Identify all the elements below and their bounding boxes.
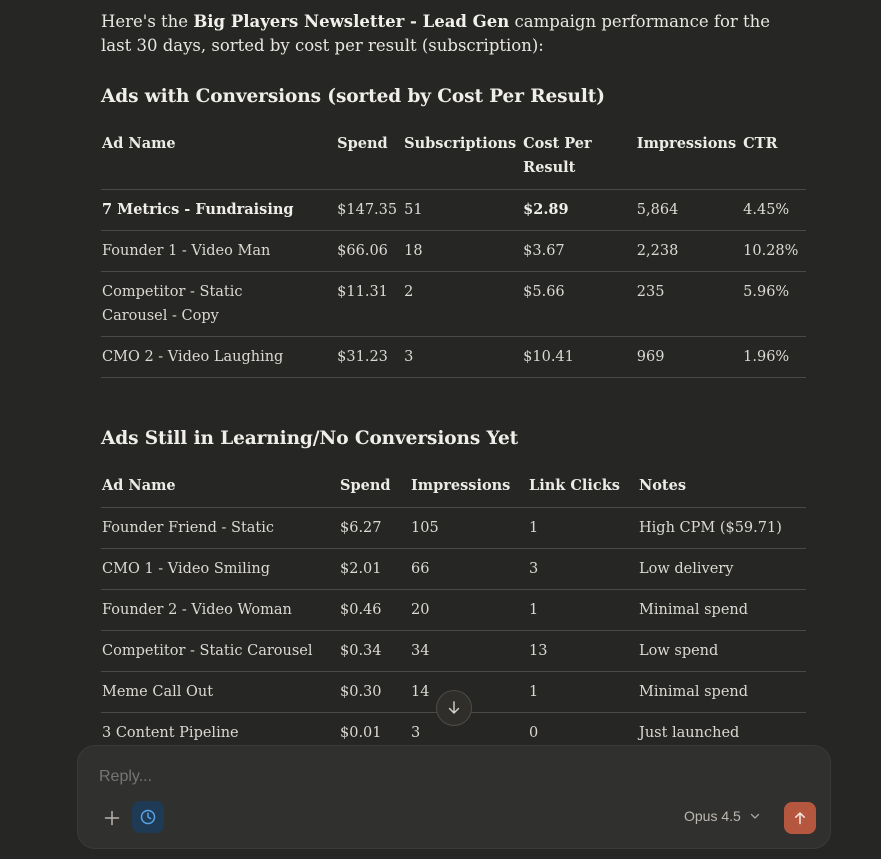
- cell-spend: $147.35: [336, 189, 403, 230]
- cell-ad-name: Founder Friend - Static: [101, 507, 339, 548]
- col-subscriptions: Subscriptions: [404, 135, 517, 152]
- cell-ad-name: CMO 1 - Video Smiling: [101, 548, 339, 589]
- history-toggle-button[interactable]: [132, 801, 164, 833]
- cell-notes: High CPM ($59.71): [638, 507, 806, 548]
- col-notes: Notes: [639, 477, 687, 494]
- cell-cost-per-result: $3.67: [522, 230, 636, 271]
- cell-cost-per-result: $10.41: [522, 336, 636, 377]
- cell-impressions: 969: [636, 336, 742, 377]
- table-header-row: [101, 474, 806, 507]
- col-impressions: Impressions: [636, 135, 737, 152]
- cell-spend: $11.31: [336, 271, 403, 336]
- cell-spend: $2.01: [339, 548, 410, 589]
- cell-ad-name: CMO 2 - Video Laughing: [101, 336, 336, 377]
- cell-ad-name: 7 Metrics - Fundraising: [101, 189, 336, 230]
- scroll-to-bottom-button[interactable]: [436, 690, 472, 726]
- chevron-down-icon: [749, 810, 761, 822]
- table-row: [101, 589, 806, 630]
- cell-impressions: 14: [410, 671, 528, 712]
- arrow-up-icon: [792, 810, 808, 826]
- cell-link-clicks: 3: [528, 548, 638, 589]
- cell-ctr: 5.96%: [742, 271, 806, 336]
- cell-ctr: 4.45%: [742, 189, 806, 230]
- cell-impressions: 34: [410, 630, 528, 671]
- col-spend: Spend: [337, 135, 388, 152]
- table-row: [101, 230, 806, 271]
- col-ctr: CTR: [743, 135, 778, 152]
- col-ad-name: Ad Name: [102, 135, 176, 152]
- arrow-down-icon: [446, 700, 462, 716]
- cell-ad-name: 3 Content Pipeline: [101, 712, 339, 753]
- cell-link-clicks: 1: [528, 589, 638, 630]
- cell-link-clicks: 1: [528, 671, 638, 712]
- plus-icon: [104, 810, 120, 826]
- cell-subscriptions: 18: [403, 230, 522, 271]
- cell-spend: $0.30: [339, 671, 410, 712]
- cell-spend: $0.34: [339, 630, 410, 671]
- cell-impressions: 66: [410, 548, 528, 589]
- conversions-heading: Ads with Conversions (sorted by Cost Per Result): [101, 86, 605, 107]
- cell-subscriptions: 51: [403, 189, 522, 230]
- cell-cost-per-result: $5.66: [522, 271, 636, 336]
- cell-ctr: 1.96%: [742, 336, 806, 377]
- cell-spend: $6.27: [339, 507, 410, 548]
- model-name: Opus 4.5: [684, 808, 741, 824]
- cell-ad-name: Competitor - Static Carousel: [101, 630, 339, 671]
- cell-impressions: 5,864: [636, 189, 742, 230]
- col-ad-name: Ad Name: [102, 477, 176, 494]
- table-row: [101, 189, 806, 230]
- cell-impressions: 2,238: [636, 230, 742, 271]
- cell-impressions: 20: [410, 589, 528, 630]
- reply-composer: [77, 745, 831, 849]
- campaign-name: Big Players Newsletter - Lead Gen: [193, 12, 510, 31]
- cell-ad-name: Founder 2 - Video Woman: [101, 589, 339, 630]
- cell-notes: Low delivery: [638, 548, 806, 589]
- clock-icon: [139, 808, 157, 826]
- cell-subscriptions: 2: [403, 271, 522, 336]
- col-spend: Spend: [340, 477, 391, 494]
- cell-impressions: 3: [410, 712, 528, 753]
- add-attachment-button[interactable]: [98, 804, 126, 832]
- learning-heading: Ads Still in Learning/No Conversions Yet: [101, 428, 519, 449]
- col-cost-per-result: Cost Per Result: [523, 135, 592, 176]
- cell-notes: Just launched: [638, 712, 806, 753]
- conversions-table: [101, 132, 806, 378]
- cell-ctr: 10.28%: [742, 230, 806, 271]
- cell-impressions: 235: [636, 271, 742, 336]
- cell-cost-per-result: $2.89: [522, 189, 636, 230]
- cell-ad-name: Meme Call Out: [101, 671, 339, 712]
- cell-ad-name: Founder 1 - Video Man: [101, 230, 336, 271]
- cell-notes: Minimal spend: [638, 589, 806, 630]
- cell-ad-name: Competitor - Static Carousel - Copy: [101, 271, 336, 336]
- cell-spend: $0.46: [339, 589, 410, 630]
- cell-notes: Low spend: [638, 630, 806, 671]
- col-impressions: Impressions: [411, 477, 511, 494]
- table-header-row: [101, 132, 806, 189]
- cell-link-clicks: 0: [528, 712, 638, 753]
- send-button[interactable]: [784, 802, 816, 834]
- cell-link-clicks: 13: [528, 630, 638, 671]
- col-link-clicks: Link Clicks: [529, 477, 620, 494]
- table-row: [101, 507, 806, 548]
- table-row: [101, 630, 806, 671]
- cell-spend: $0.01: [339, 712, 410, 753]
- cell-notes: Minimal spend: [638, 671, 806, 712]
- intro-text: Here's the Big Players Newsletter - Lead Gen campaign performance for the last 30 days, sorted by cost per result (subscription):: [101, 12, 771, 55]
- cell-spend: $31.23: [336, 336, 403, 377]
- cell-link-clicks: 1: [528, 507, 638, 548]
- reply-input[interactable]: [99, 768, 699, 786]
- table-row: [101, 336, 806, 377]
- cell-subscriptions: 3: [403, 336, 522, 377]
- model-selector[interactable]: [684, 808, 761, 824]
- cell-spend: $66.06: [336, 230, 403, 271]
- table-row: [101, 271, 806, 336]
- cell-impressions: 105: [410, 507, 528, 548]
- table-row: [101, 548, 806, 589]
